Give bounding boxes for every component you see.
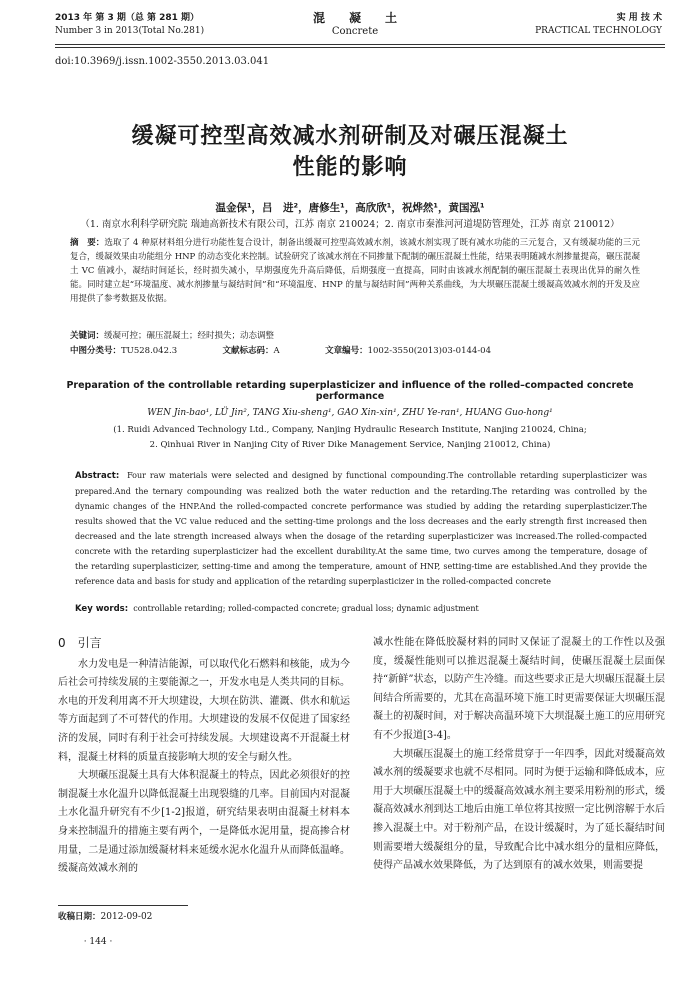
classification-line (70, 344, 640, 358)
keywords-en-label: Key words: (75, 604, 129, 614)
doi: doi:10.3969/j.issn.1002-3550.2013.03.041 (55, 56, 270, 67)
section-cn: 实 用 技 术 (616, 13, 662, 23)
abstract-en-label: Abstract: (75, 471, 120, 481)
journal-cn: 混 凝 土 (312, 11, 397, 25)
journal-en: Concrete (331, 26, 379, 37)
issue-info (55, 12, 204, 38)
keywords-en (75, 601, 647, 617)
clc-value: TU528.042.3 (121, 346, 178, 356)
body-paragraph: 减水性能在降低胶凝材料的同时又保证了混凝土的工作性以及强度，缓凝性能则可以推迟混凝土凝结时间，使碾压混凝土层面保持“新鲜”状态，以防产生冷缝。而这些要求正是大坝碾压混凝土层间结合所需要的，尤其在高温环境下施工时更需要保证大坝碾压混凝土的初凝时间，对于解决高温环境下大坝混凝土施工的应用研究有不少报道[3-4]。 (373, 637, 665, 741)
section-heading: 0 引言 (58, 636, 102, 650)
keywords-en-text: controllable retarding; rolled-compacted concrete; gradual loss; dynamic adjustment (133, 604, 479, 613)
header-rule-2 (55, 47, 665, 48)
issue-en: Number 3 in 2013(Total No.281) (55, 26, 205, 36)
section-en: PRACTICAL TECHNOLOGY (535, 26, 662, 36)
keywords-cn-label: 关键词： (70, 331, 105, 341)
keywords-cn-text: 缓凝可控；碾压混凝土；经时损失；动态调整 (104, 331, 275, 341)
article-no-value: 1002-3550(2013)03-0144-04 (367, 346, 492, 356)
doc-code-label: 文献标志码： (222, 346, 274, 356)
received-date (58, 910, 152, 922)
header-rule (55, 44, 665, 45)
keywords-cn (70, 329, 640, 343)
section-info (535, 12, 662, 38)
title-cn-line2: 性能的影响 (292, 155, 408, 180)
title-cn-line1: 缓凝可控型高效减水剂研制及对碾压混凝土 (131, 124, 569, 149)
title-en: Preparation of the controllable retarding superplasticizer and influence of the rolled–compacted concrete performance (66, 380, 634, 402)
abstract-en-text: Four raw materials were selected and designed by functional compounding.The controllable retarding superplasticizer was prepared.And the ternary compounding was realized both the water reduction and the retarding.The retarding was controlled by the dynamic changes of the HNP.And the rolled-compacted concrete performance was studied by adding the retarding superplasticizer.The results showed that the VC value reduced and the setting-time prolongs and the loss decreases and the early strength first increased then decreased and the late strength increased always when the dosage of the retarding superplasticizer was increased.The rolled-compacted concrete with the retarding superplasticizer had the excellent durability.At the same time, two curves among the temperature, dosage of the retarding superplasticizer, setting-time and among the temperature, amount of HNP, setting-time are established.And they provide the reference data and basis for study and application of the retarding superplasticizer in the rolled-compacted concrete (75, 471, 647, 586)
left-column (58, 634, 350, 879)
body-paragraph: 大坝碾压混凝土具有大体积混凝土的特点，因此必须很好的控制混凝土水化温升以降低混凝土出现裂缝的几率。目前国内对混凝土水化温升研究有不少[1-2]报道，研究结果表明由混凝土材料本身来控制温升的措施主要有两个，一是降低水泥用量，提高掺合材用量，二是通过添加缓凝材料来延缓水泥水化温升从而降低温峰。缓凝高效减水剂的 (58, 770, 350, 875)
authors-en: WEN Jin-bao¹, LÜ Jin², TANG Xiu-sheng¹, GAO Xin-xin¹, ZHU Ye-ran¹, HUANG Guo-hong¹ (147, 408, 553, 418)
doc-code-value: A (273, 346, 280, 356)
authors-cn: 温金保¹，吕 进²，唐修生¹，高欣欣¹，祝烨然¹，黄国泓¹ (215, 202, 485, 214)
affiliation-en-2: 2. Qinhuai River in Nanjing City of River Dike Management Service, Nanjing 210012, China) (149, 440, 551, 450)
affiliation-cn: （1. 南京水利科学研究院 瑞迪高新技术有限公司，江苏 南京 210024；2. 南京市秦淮河河道堤防管理处，江苏 南京 210012） (80, 219, 620, 230)
right-column (373, 634, 665, 876)
abstract-en (75, 468, 647, 589)
issue-cn: 2013 年 第 3 期（总 第 281 期） (55, 13, 200, 23)
affiliation-en-1: (1. Ruidi Advanced Technology Ltd., Company, Nanjing Hydraulic Research Institute, Nanjing 210024, China; (113, 425, 587, 435)
abstract-cn-text: 选取了 4 种原材料组分进行功能性复合设计，制备出缓凝可控型高效减水剂，该减水剂实现了既有减水功能的三元复合，又有缓凝功能的三元复合，缓凝效果由功能组分 HNP 的动态变化来控制。试验研究了该减水剂在不同掺量下配制的碾压混凝土性能，结果表明随减水剂掺量提高，碾压混凝土 VC 值减小，凝结时间延长，经时损失减小，早期强度先升高后降低，后期强度一直提高，同时由该减水剂配制的碾压混凝土表现出优异的耐久性能。同时建立起“环境温度、减水剂掺量与凝结时间”和“环境温度、HNP 的量与凝结时间”两种关系曲线，为大坝碾压混凝土缓凝高效减水剂的开发及应用提供了参考数据及依据。 (70, 238, 640, 304)
body-paragraph: 水力发电是一种清洁能源，可以取代化石燃料和核能，成为今后社会可持续发展的主要能源之一，开发水电是人类共同的目标。水电的开发利用离不开大坝建设，大坝在防洪、灌溉、供水和航运等方面起到了不可替代的作用。大坝建设的发展不仅促进了国家经济的发展，同时有利于社会可持续发展。大坝建设离不开混凝土材料，混凝土材料的质量直接影响大坝的安全与耐久性。 (58, 658, 350, 763)
journal-name (300, 12, 410, 38)
clc-label: 中图分类号： (70, 346, 122, 356)
article-no-label: 文章编号： (325, 346, 368, 356)
abstract-cn-label: 摘 要： (70, 238, 105, 248)
abstract-cn (70, 236, 640, 306)
page-number: · 144 · (83, 937, 113, 947)
footnote-rule (58, 905, 188, 906)
body-paragraph: 大坝碾压混凝土的施工经常贯穿于一年四季，因此对缓凝高效减水剂的缓凝要求也就不尽相同。同时为便于运输和降低成本，应用于大坝碾压混凝土中的缓凝高效减水剂主要采用粉剂的形式，缓凝高效减水剂到达工地后由施工单位将其按照一定比例溶解于水后掺入混凝土中。对于粉剂产品，在设计缓凝时，为了延长凝结时间则需要增大缓凝组分的量，导致配合比中减水组分的量相应降低，使得产品减水效果降低，为了达到原有的减水效果，则需要提 (373, 748, 665, 872)
received-label: 收稿日期： (58, 912, 101, 922)
received-value: 2012-09-02 (100, 912, 153, 922)
